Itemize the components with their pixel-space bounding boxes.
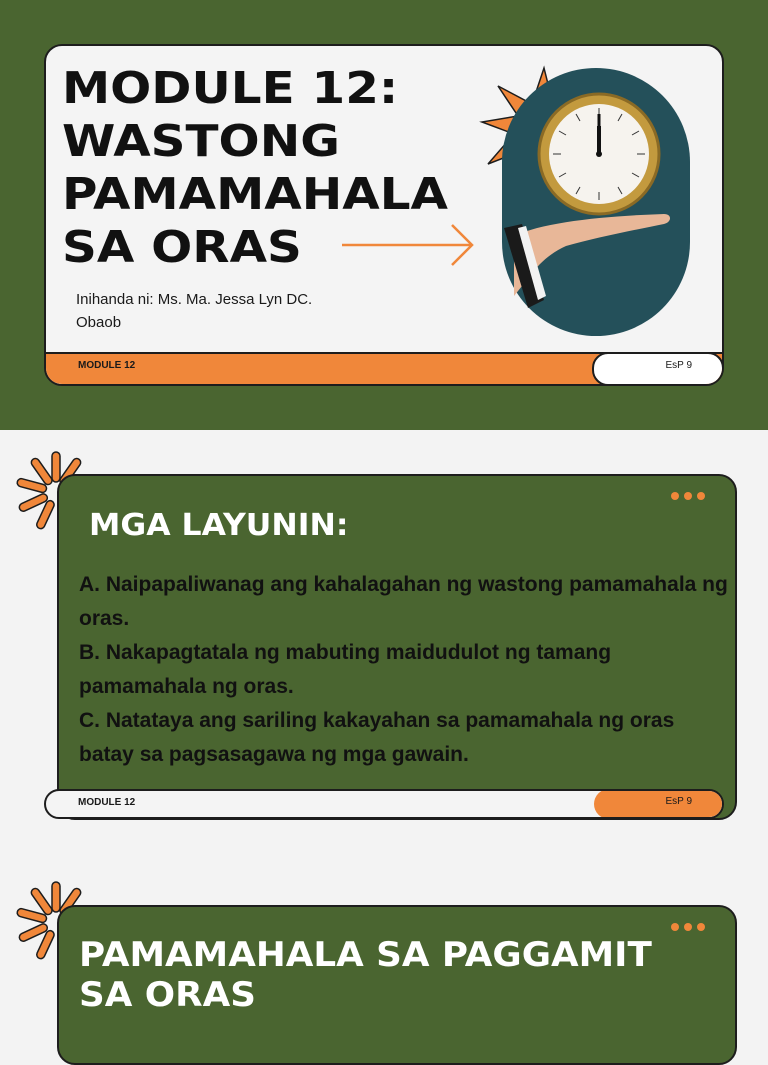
more-dots-icon [671, 492, 705, 500]
author-line: Inihanda ni: Ms. Ma. Jessa Lyn DC. Obaob [76, 291, 313, 331]
footer-subject-pill [594, 789, 724, 819]
footer-module-label: MODULE 12 [78, 797, 136, 808]
objective-item: B. Nakapagtatala ng mabuting maidudulot ng tamang pamamahala ng oras. [79, 641, 612, 698]
objective-item: C. Natataya ang sariling kakayahan sa pamamahala ng oras batay sa pagsasagawa ng mga gawain. [79, 709, 675, 766]
slide-footer [44, 789, 724, 819]
footer-subject-pill [592, 352, 724, 386]
topic-card [57, 905, 737, 1065]
topic-heading: PAMAMAHALA SA PAGGAMIT SA ORAS [79, 935, 652, 1015]
footer-module-label: MODULE 12 [78, 360, 136, 371]
slide-footer [46, 352, 722, 384]
footer-subject-label: EsP 9 [665, 796, 692, 807]
objectives-card [57, 474, 737, 820]
footer-subject-label: EsP 9 [665, 360, 692, 371]
clock-on-hand-image [474, 56, 704, 346]
title-card [44, 44, 724, 386]
slide-1 [0, 0, 768, 430]
objectives-list [79, 568, 729, 772]
objective-item: A. Naipapaliwanag ang kahalagahan ng wastong pamamahala ng oras. [79, 573, 728, 630]
module-title: MODULE 12: WASTONG PAMAMAHALA SA ORAS [62, 63, 448, 273]
more-dots-icon [671, 923, 705, 931]
arrow-right-icon [342, 222, 476, 268]
objectives-heading: MGA LAYUNIN: [89, 508, 349, 543]
